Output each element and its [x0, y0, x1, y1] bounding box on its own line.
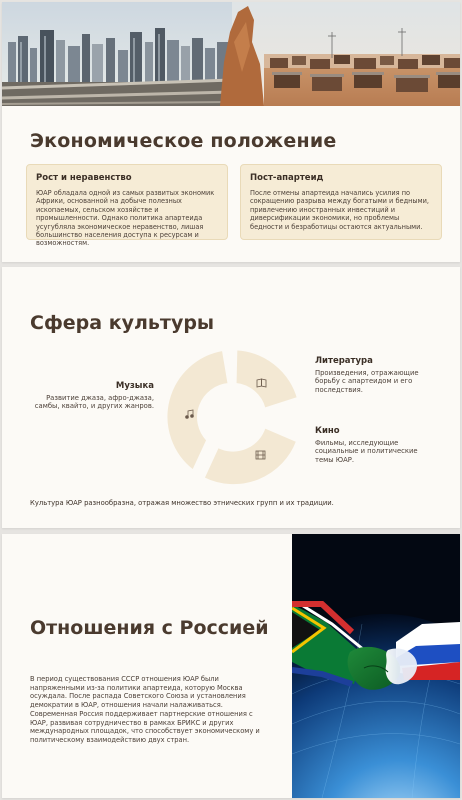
label-text: Произведения, отражающие борьбу с апартеидом и его последствия.	[315, 368, 419, 394]
page-title: Сфера культуры	[30, 312, 215, 334]
label-cinema	[315, 427, 433, 464]
label-music	[34, 382, 154, 411]
slide-economy	[2, 2, 460, 262]
label-literature	[315, 357, 435, 394]
card-text: ЮАР обладала одной из самых развитых экономик Африки, основанной на добыче полезных ископаемых, сельском хозяйстве и промышленности. Однако политика апартеида усугубляла экономическое неравенство, лишая большинство населения доступа к ресурсам и возможностям.	[36, 189, 215, 248]
label-text: Фильмы, исследующие социальные и политические темы ЮАР.	[315, 438, 418, 464]
label-text: Развитие джаза, афро-джаза, самбы, квайто, и других жанров.	[34, 393, 154, 411]
segment-literature	[235, 349, 298, 409]
hero-image-city-and-township	[2, 2, 460, 106]
card-heading: Пост-апартеид	[250, 173, 324, 183]
card-text: После отмены апартеида начались усилия по сокращению разрыва между богатыми и бедными, привлечению иностранных инвестиций и диверсификации экономики, но проблемы бедности и безработицы остаются актуальными.	[250, 189, 429, 231]
card-growth-inequality	[26, 164, 228, 248]
page-title: Экономическое положение	[30, 130, 337, 152]
handshake-flags-image	[292, 534, 460, 798]
culture-donut-diagram	[165, 349, 301, 485]
body-text: В период существования СССР отношения ЮАР были напряженными из-за политики апартеида, которую Москва осуждала. После распада Советского Союза и установления демократии в ЮАР, отношения начали налаживаться. Современная Россия поддерживает партнерские отношения с ЮАР, развивая сотрудничество в рамках БРИКС и других международных площадок, что способствует экономическому и политическому взаимодействию двух стран.	[30, 675, 260, 744]
slide-russia-relations	[2, 534, 460, 798]
label-heading: Литература	[315, 356, 373, 366]
slide-culture	[2, 267, 460, 528]
label-heading: Музыка	[115, 381, 154, 391]
card-heading: Рост и неравенство	[36, 173, 132, 183]
summary-text: Культура ЮАР разнообразна, отражая множество этнических групп и их традиции.	[30, 499, 334, 507]
label-heading: Кино	[315, 426, 340, 436]
segment-cinema	[203, 427, 297, 485]
page-title: Отношения с Россией	[30, 617, 269, 639]
card-post-apartheid	[240, 164, 442, 240]
